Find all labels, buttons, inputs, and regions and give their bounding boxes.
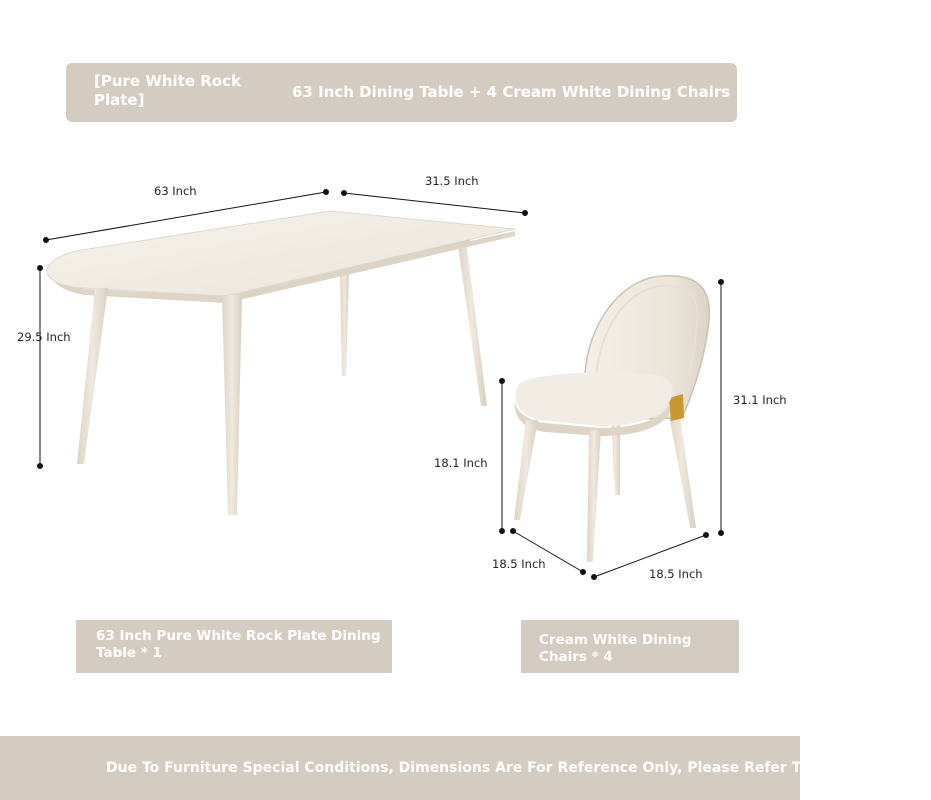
- table-width-label: 31.5 Inch: [425, 174, 479, 188]
- chairs-caption: [521, 620, 739, 673]
- table-length-label: 63 Inch: [154, 184, 197, 198]
- table-caption-text: 63 Inch Pure White Rock Plate Dining Table * 1: [96, 628, 381, 661]
- chair-depth-label: 18.5 Inch: [492, 557, 546, 571]
- chair-seat-height-label: 18.1 Inch: [434, 456, 488, 470]
- table-caption: [76, 620, 392, 673]
- product-set-title: 63 Inch Dining Table + 4 Cream White Dining Chairs: [292, 83, 731, 101]
- dining-chair: [514, 276, 709, 562]
- chair-height-label: 31.1 Inch: [733, 393, 787, 407]
- footer-banner: [0, 736, 931, 800]
- footer-disclaimer: Due To Furniture Special Conditions, Dimensions Are For Reference Only, Please Refer To Actual Product: [106, 760, 931, 776]
- product-material-label: [Pure White Rock Plate]: [94, 72, 241, 109]
- table-height-label: 29.5 Inch: [17, 330, 71, 344]
- chair-width-label: 18.5 Inch: [649, 567, 703, 581]
- chairs-caption-text: Cream White Dining Chairs * 4: [539, 632, 692, 665]
